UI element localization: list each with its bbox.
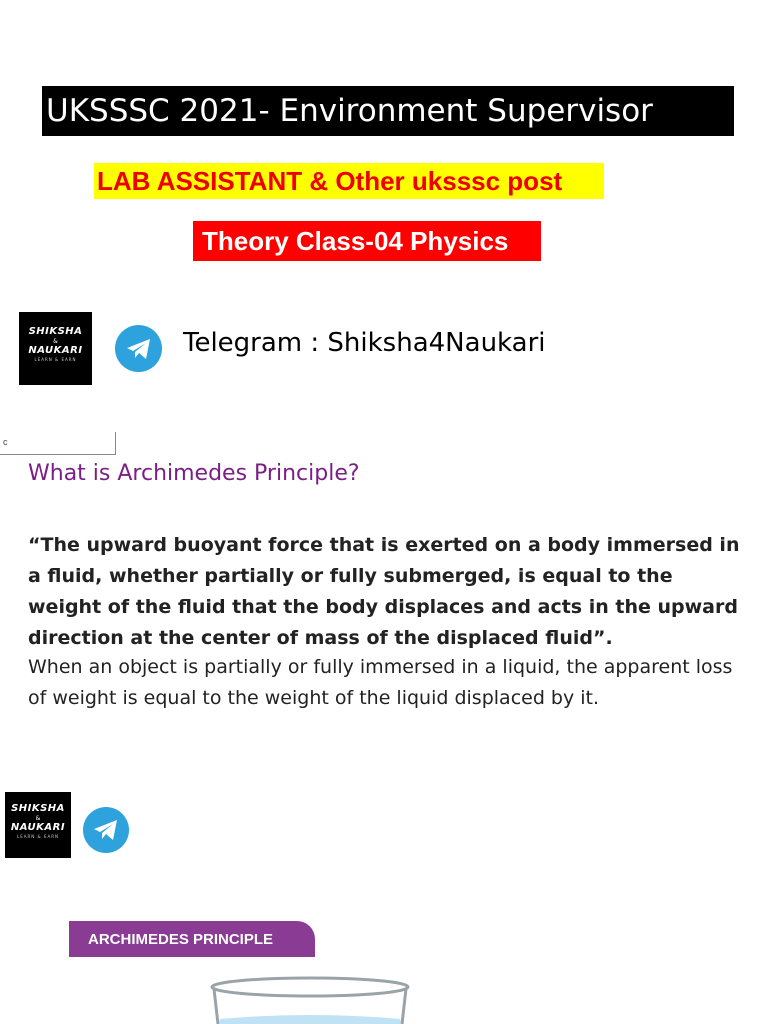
section-heading: What is Archimedes Principle? xyxy=(28,461,360,486)
paper-plane-icon xyxy=(93,819,119,841)
shiksha-naukari-logo xyxy=(19,312,92,385)
subtitle-lab-assistant: LAB ASSISTANT & Other uksssc post xyxy=(94,163,604,199)
logo-text-naukari: NAUKARI xyxy=(28,345,83,356)
telegram-handle: Telegram : Shiksha4Naukari xyxy=(183,328,546,358)
logo-tagline: LEARN & EARN xyxy=(34,357,77,362)
logo-text-shiksha: SHIKSHA xyxy=(11,803,65,814)
telegram-icon[interactable] xyxy=(115,325,162,372)
telegram-icon-2[interactable] xyxy=(83,807,129,853)
logo-text-amp: & xyxy=(53,338,58,345)
explanation-paragraph: When an object is partially or fully immersed in a liquid, the apparent loss of weight is equal to the weight of the liquid displaced by it. xyxy=(28,656,733,709)
paper-plane-icon xyxy=(126,338,152,360)
page-title: UKSSSC 2021- Environment Supervisor xyxy=(42,86,734,136)
logo-text-shiksha: SHIKSHA xyxy=(28,326,83,337)
diagram-banner: ARCHIMEDES PRINCIPLE xyxy=(69,921,315,957)
logo-tagline: LEARN & EARN xyxy=(17,834,59,839)
small-mark: c xyxy=(3,437,8,447)
shiksha-naukari-logo-2 xyxy=(5,792,71,858)
beaker-illustration xyxy=(200,975,420,1024)
logo-text-naukari: NAUKARI xyxy=(10,822,66,833)
logo-text-amp: & xyxy=(35,815,41,822)
definition-quote: “The upward buoyant force that is exerted on a body immersed in a fluid, whether partially or fully submerged, is equal to the weight of the fluid that the body displaces and acts in the upward direction at the center of mass of the displaced fluid”. xyxy=(28,534,740,649)
subtitle-theory-class: Theory Class-04 Physics xyxy=(193,221,541,261)
divider-box xyxy=(0,432,116,455)
